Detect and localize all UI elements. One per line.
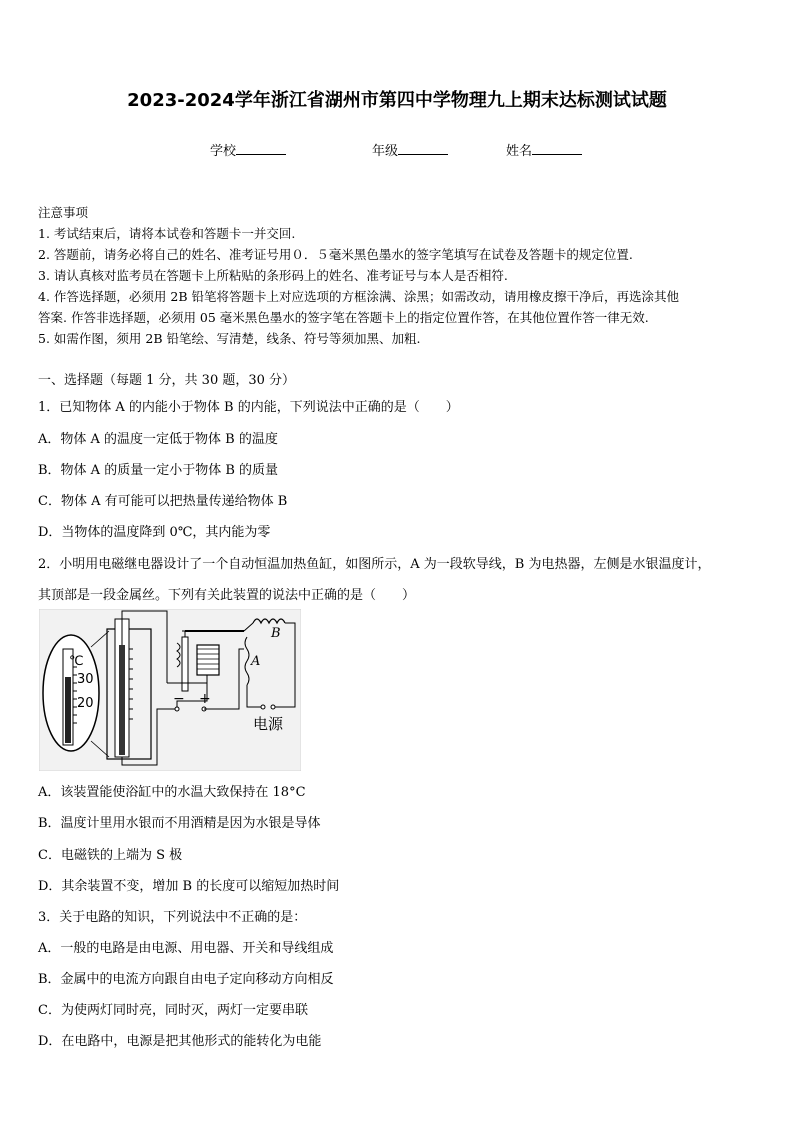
name-blank <box>532 142 582 155</box>
q1-stem: 1．已知物体 A 的内能小于物体 B 的内能，下列说法中正确的是（ ） <box>38 400 459 415</box>
tick-30-label: 30 <box>77 672 94 687</box>
q2-option-c: C．电磁铁的上端为 S 极 <box>38 848 183 863</box>
q2-option-a: A．该装置能使浴缸中的水温大致保持在 18°C <box>38 785 306 800</box>
grade-label: 年级 <box>372 144 399 159</box>
q3-stem: 3．关于电路的知识，下列说法中不正确的是： <box>38 910 307 925</box>
q2-stem-line2: 其顶部是一段金属丝。下列有关此装置的说法中正确的是（ ） <box>38 588 416 603</box>
school-label: 学校 <box>210 144 237 159</box>
student-info-row <box>0 140 794 160</box>
section-heading: 一、选择题（每题 1 分，共 30 题，30 分） <box>38 373 296 388</box>
q2-stem-line1: 2．小明用电磁继电器设计了一个自动恒温加热鱼缸，如图所示，A 为一段软导线，B 为电热器，左侧是水银温度计， <box>38 557 711 572</box>
relay-circuit-figure <box>39 609 301 771</box>
notice-item: 5. 如需作图，须用 2B 铅笔绘、写清楚，线条、符号等须加黑、加粗. <box>38 331 421 346</box>
plus-sign: + <box>199 691 211 707</box>
notice-item: 1. 考试结束后，请将本试卷和答题卡一并交回. <box>38 226 296 241</box>
q1-option-d: D．当物体的温度降到 0℃，其内能为零 <box>38 525 271 540</box>
school-field <box>210 140 286 159</box>
electromagnet <box>197 645 219 675</box>
name-field <box>506 140 582 159</box>
name-label: 姓名 <box>506 144 533 159</box>
power-terminal-right <box>271 705 275 709</box>
q3-option-c: C．为使两灯同时亮，同时灭，两灯一定要串联 <box>38 1003 308 1018</box>
q3-option-d: D．在电路中，电源是把其他形式的能转化为电能 <box>38 1034 322 1049</box>
school-blank <box>236 142 286 155</box>
q2-option-d: D．其余装置不变，增加 B 的长度可以缩短加热时间 <box>38 879 340 894</box>
q2-option-b: B．温度计里用水银而不用酒精是因为水银是导体 <box>38 816 321 831</box>
q3-option-b: B．金属中的电流方向跟自由电子定向移动方向相反 <box>38 972 334 987</box>
page-title: 2023-2024学年浙江省湖州市第四中学物理九上期末达标测试试题 <box>127 90 667 111</box>
notice-item: 2. 答题前，请务必将自己的姓名、准考证号用０．５毫米黑色墨水的签字笔填写在试卷及答题卡的规定位置. <box>38 247 633 262</box>
power-terminal-left <box>261 705 265 709</box>
q1-option-c: C．物体 A 有可能可以把热量传递给物体 B <box>38 494 288 509</box>
q3-option-a: A．一般的电路是由电源、用电器、开关和导线组成 <box>38 941 334 956</box>
terminal-minus <box>175 707 179 711</box>
grade-blank <box>398 142 448 155</box>
notice-heading: 注意事项 <box>38 205 89 220</box>
tick-20-label: 20 <box>77 696 94 711</box>
label-a: A <box>251 654 261 669</box>
notice-item: 3. 请认真核对监考员在答题卡上所粘贴的条形码上的姓名、准考证号与本人是否相符. <box>38 268 508 283</box>
power-label: 电源 <box>253 715 284 733</box>
notice-item: 4. 作答选择题，必须用 2B 铅笔将答题卡上对应选项的方框涂满、涂黑；如需改动，请用橡皮擦干净后，再选涂其他 <box>38 289 679 304</box>
relay-circuit-diagram <box>39 609 301 771</box>
q1-option-a: A．物体 A 的温度一定低于物体 B 的温度 <box>38 432 278 447</box>
label-b: B <box>271 626 281 641</box>
unit-label: ℃ <box>69 654 84 669</box>
minus-sign: − <box>173 691 185 707</box>
notice-item: 答案. 作答非选择题，必须用 05 毫米黑色墨水的签字笔在答题卡上的指定位置作答，在其他位置作答一律无效. <box>38 310 649 325</box>
q1-option-b: B．物体 A 的质量一定小于物体 B 的质量 <box>38 463 279 478</box>
grade-field <box>372 140 448 159</box>
